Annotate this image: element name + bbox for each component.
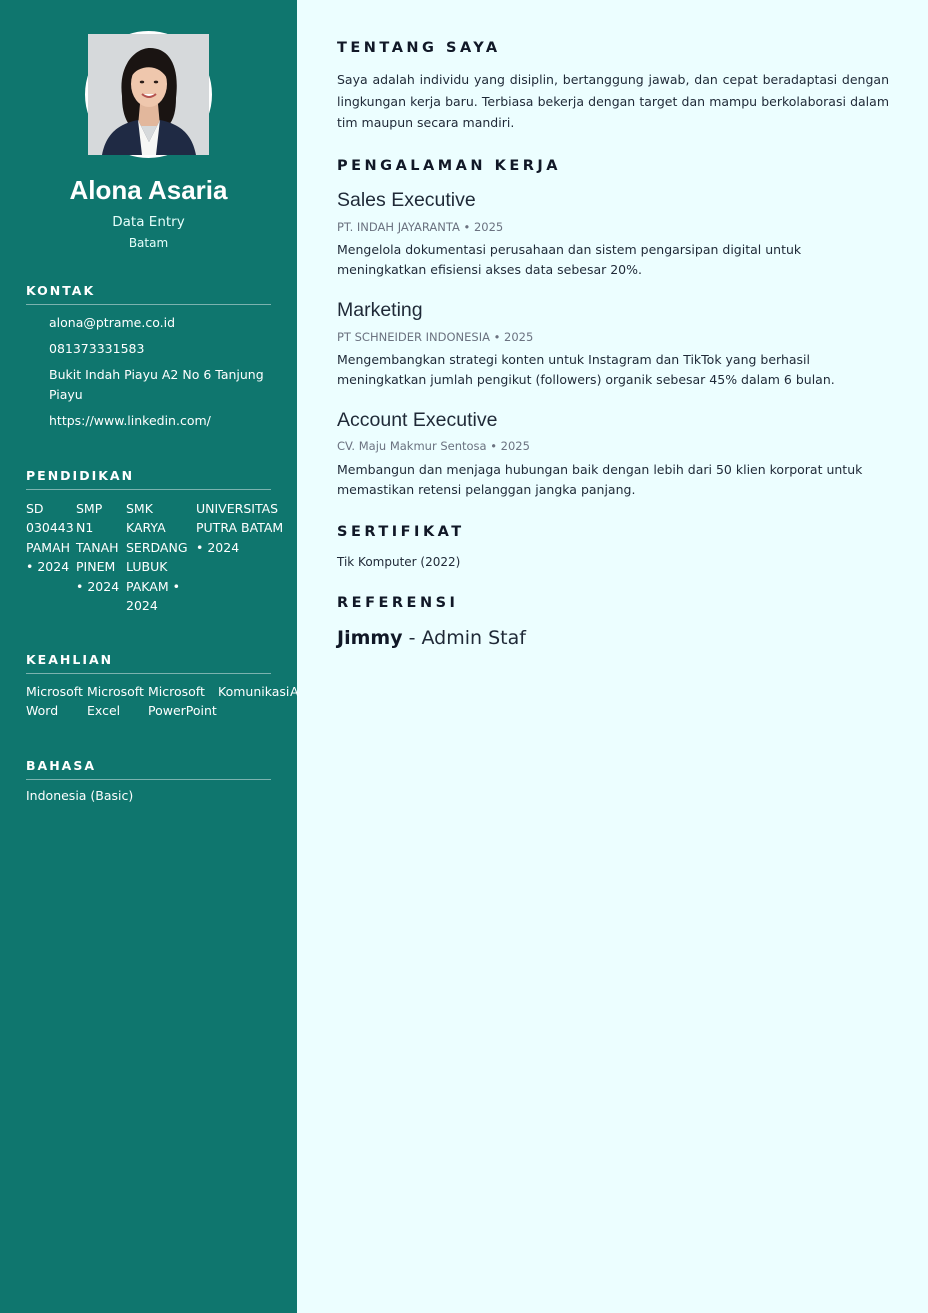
profile-photo-illustration (88, 34, 209, 155)
certificate-item: Tik Komputer (2022) (337, 555, 461, 569)
sidebar (0, 0, 297, 1313)
skill-item: Microsoft PowerPoint (148, 684, 217, 719)
skills-heading: KEAHLIAN (26, 652, 271, 674)
certificates-heading: SERTIFIKAT (337, 524, 465, 540)
job-meta: CV. Maju Makmur Sentosa • 2025 (337, 439, 530, 453)
contact-phone[interactable]: 081373331583 (49, 341, 145, 356)
reference-name: Jimmy (337, 627, 403, 649)
contact-linkedin[interactable]: https://www.linkedin.com/ (49, 413, 211, 428)
reference-separator: - (402, 627, 422, 649)
skill-item: Microsoft Excel (87, 684, 144, 719)
about-heading: TENTANG SAYA (337, 40, 501, 56)
education-item: SMK KARYA SERDANG LUBUK PAKAM • 2024 (126, 501, 188, 614)
education-item: UNIVERSITAS PUTRA BATAM • 2024 (196, 501, 284, 555)
job-meta: PT SCHNEIDER INDONESIA • 2025 (337, 330, 534, 344)
profile-name: Alona Asaria (69, 175, 228, 205)
job-description: Mengembangkan strategi konten untuk Instagram dan TikTok yang berhasil meningkatkan jumlah pengikut (followers) organik sebesar 45% dalam 6 bulan. (337, 352, 835, 388)
profile-city: Batam (128, 236, 169, 250)
about-text: Saya adalah individu yang disiplin, bertanggung jawab, dan cepat beradaptasi dengan lingkungan kerja baru. Terbiasa bekerja dengan target dan mampu berkolaborasi dalam tim maupun secara mandiri. (337, 72, 889, 131)
job-description: Membangun dan menjaga hubungan baik dengan lebih dari 50 klien korporat untuk memastikan retensi pelanggan jangka panjang. (337, 462, 863, 498)
skill-item: Komunikasi (218, 684, 290, 699)
job-meta: PT. INDAH JAYARANTA • 2025 (337, 220, 504, 234)
job-title: Sales Executive (337, 189, 476, 211)
job-description: Mengelola dokumentasi perusahaan dan sistem pengarsipan digital untuk meningkatkan efisiensi akses data sebesar 20%. (337, 242, 802, 278)
experience-heading: PENGALAMAN KERJA (337, 158, 562, 174)
education-item: SMP N1 TANAH PINEM • 2024 (76, 501, 120, 594)
contact-email[interactable]: alona@ptrame.co.id (49, 315, 176, 330)
reference-position: Admin Staf (421, 627, 526, 649)
skill-item: A (290, 684, 299, 699)
profile-photo (85, 31, 212, 158)
contact-address: Bukit Indah Piayu A2 No 6 Tanjung Piayu (49, 367, 264, 402)
profile-role: Data Entry (112, 214, 185, 230)
language-item: Indonesia (Basic) (26, 788, 134, 803)
references-heading: REFERENSI (337, 595, 459, 611)
education-item: SD 030443 PAMAH • 2024 (26, 501, 74, 575)
job-title: Marketing (337, 299, 423, 321)
contact-heading: KONTAK (26, 283, 271, 305)
languages-heading: BAHASA (26, 758, 271, 780)
reference-item (337, 627, 526, 649)
education-heading: PENDIDIKAN (26, 468, 271, 490)
skill-item: Microsoft Word (26, 684, 83, 719)
job-title: Account Executive (337, 409, 498, 431)
